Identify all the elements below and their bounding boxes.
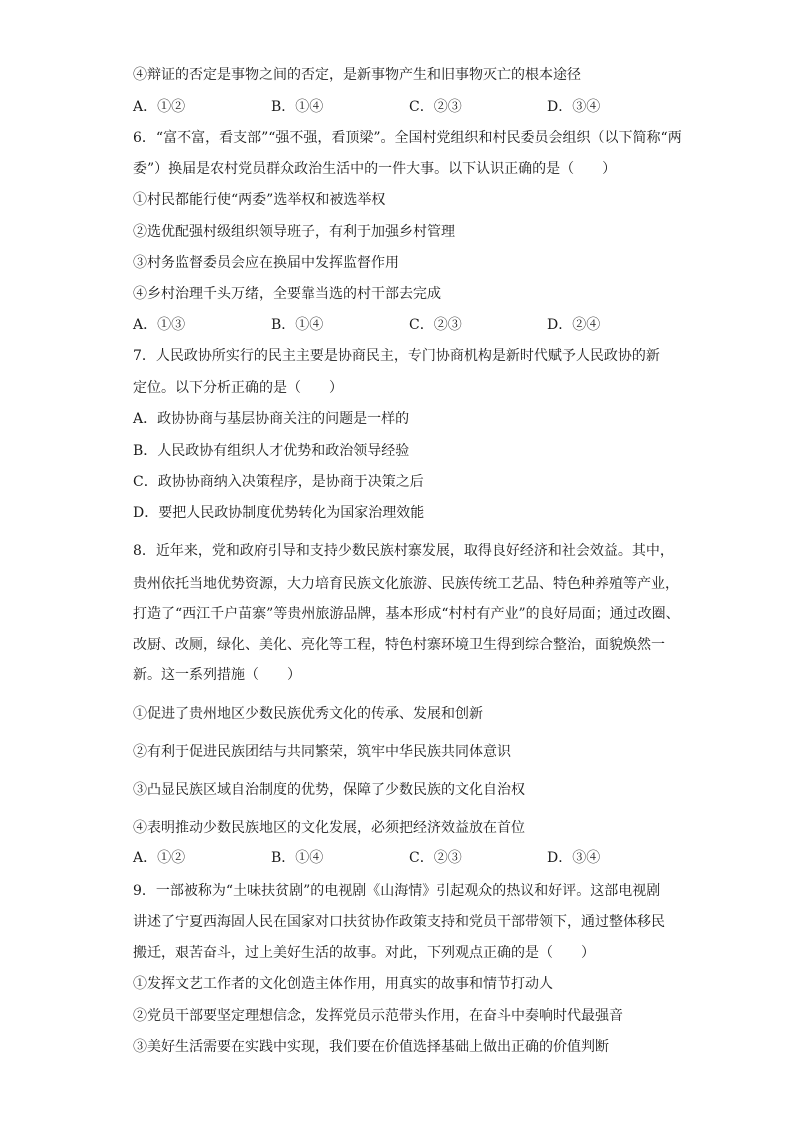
statement-line: ④乡村治理千头万绪，全要靠当选的村干部去完成 [133,286,441,302]
answer-options-row [133,97,653,117]
option-c: C．②③ [409,99,462,115]
question-8-stem: 8．近年来，党和政府引导和支持少数民族村寨发展，取得良好经济和社会效益。其中， [133,543,674,559]
statement-line: ②选优配强村级组织领导班子，有利于加强乡村管理 [133,224,455,240]
question-8-stem: 打造了“西江千户苗寨”等贵州旅游品牌，基本形成“村村有产业”的良好局面；通过改圈、 [133,606,680,622]
statement-line: ②有利于促进民族团结与共同繁荣，筑牢中华民族共同体意识 [133,744,511,760]
option-b: B．①④ [271,99,324,115]
option-line: A．政协协商与基层协商关注的问题是一样的 [133,411,410,427]
statement-line: ③村务监督委员会应在换届中发挥监督作用 [133,255,399,271]
question-7-stem: 定位。以下分析正确的是（ ） [133,380,343,396]
statement-line: ①促进了贵州地区少数民族优秀文化的传承、发展和创新 [133,706,483,722]
question-8-stem: 改厨、改厕，绿化、美化、亮化等工程，特色村寨环境卫生得到综合整治，面貌焕然一 [133,637,665,653]
option-a: A．①② [133,850,186,866]
question-9-stem: 9．一部被称为“土味扶贫剧”的电视剧《山海情》引起观众的热议和好评。这部电视剧 [133,883,661,899]
answer-options-row [133,848,653,868]
option-c: C．②③ [409,850,462,866]
question-9-stem: 搬迁，艰苦奋斗，过上美好生活的故事。对此，下列观点正确的是（ ） [133,945,595,961]
question-9-stem: 讲述了宁夏西海固人民在国家对口扶贫协作政策支持和党员干部带领下，通过整体移民 [133,914,665,930]
option-b: B．①④ [271,317,324,333]
statement-line: ②党员干部要坚定理想信念，发挥党员示范带头作用，在奋斗中奏响时代最强音 [133,1008,623,1024]
option-c: C．②③ [409,317,462,333]
option-b: B．①④ [271,850,324,866]
question-8-stem: 新。这一系列措施（ ） [133,667,301,683]
option-d: D．③④ [547,850,601,866]
option-line: C．政协协商纳入决策程序，是协商于决策之后 [133,474,424,490]
statement-line: ①发挥文艺工作者的文化创造主体作用，用真实的故事和情节打动人 [133,976,553,992]
question-8-stem: 贵州依托当地优势资源，大力培育民族文化旅游、民族传统工艺品、特色种养殖等产业， [133,576,679,592]
statement-line: ③美好生活需要在实践中实现，我们要在价值选择基础上做出正确的价值判断 [133,1039,609,1055]
statement-line: ①村民都能行使“两委”选举权和被选举权 [133,192,386,208]
option-d: D．③④ [547,99,601,115]
statement-line: ④表明推动少数民族地区的文化发展，必须把经济效益放在首位 [133,820,525,836]
option-line: B．人民政协有组织人才优势和政治领导经验 [133,443,410,459]
option-d: D．②④ [547,317,601,333]
option-a: A．①③ [133,317,186,333]
question-7-stem: 7．人民政协所实行的民主主要是协商民主，专门协商机构是新时代赋予人民政协的新 [133,348,660,364]
option-a: A．①② [133,99,186,115]
statement-line: ③凸显民族区域自治制度的优势，保障了少数民族的文化自治权 [133,782,525,798]
question-6-stem: 6．“富不富，看支部”“强不强，看顶梁”。全国村党组织和村民委员会组织（以下简称“两 [133,130,682,146]
option-line: D．要把人民政协制度优势转化为国家治理效能 [133,505,425,521]
answer-options-row [133,315,653,335]
question-6-stem: 委”）换届是农村党员群众政治生活中的一件大事。以下认识正确的是（ ） [133,161,617,177]
statement-line: ④辩证的否定是事物之间的否定，是新事物产生和旧事物灭亡的根本途径 [133,67,581,83]
